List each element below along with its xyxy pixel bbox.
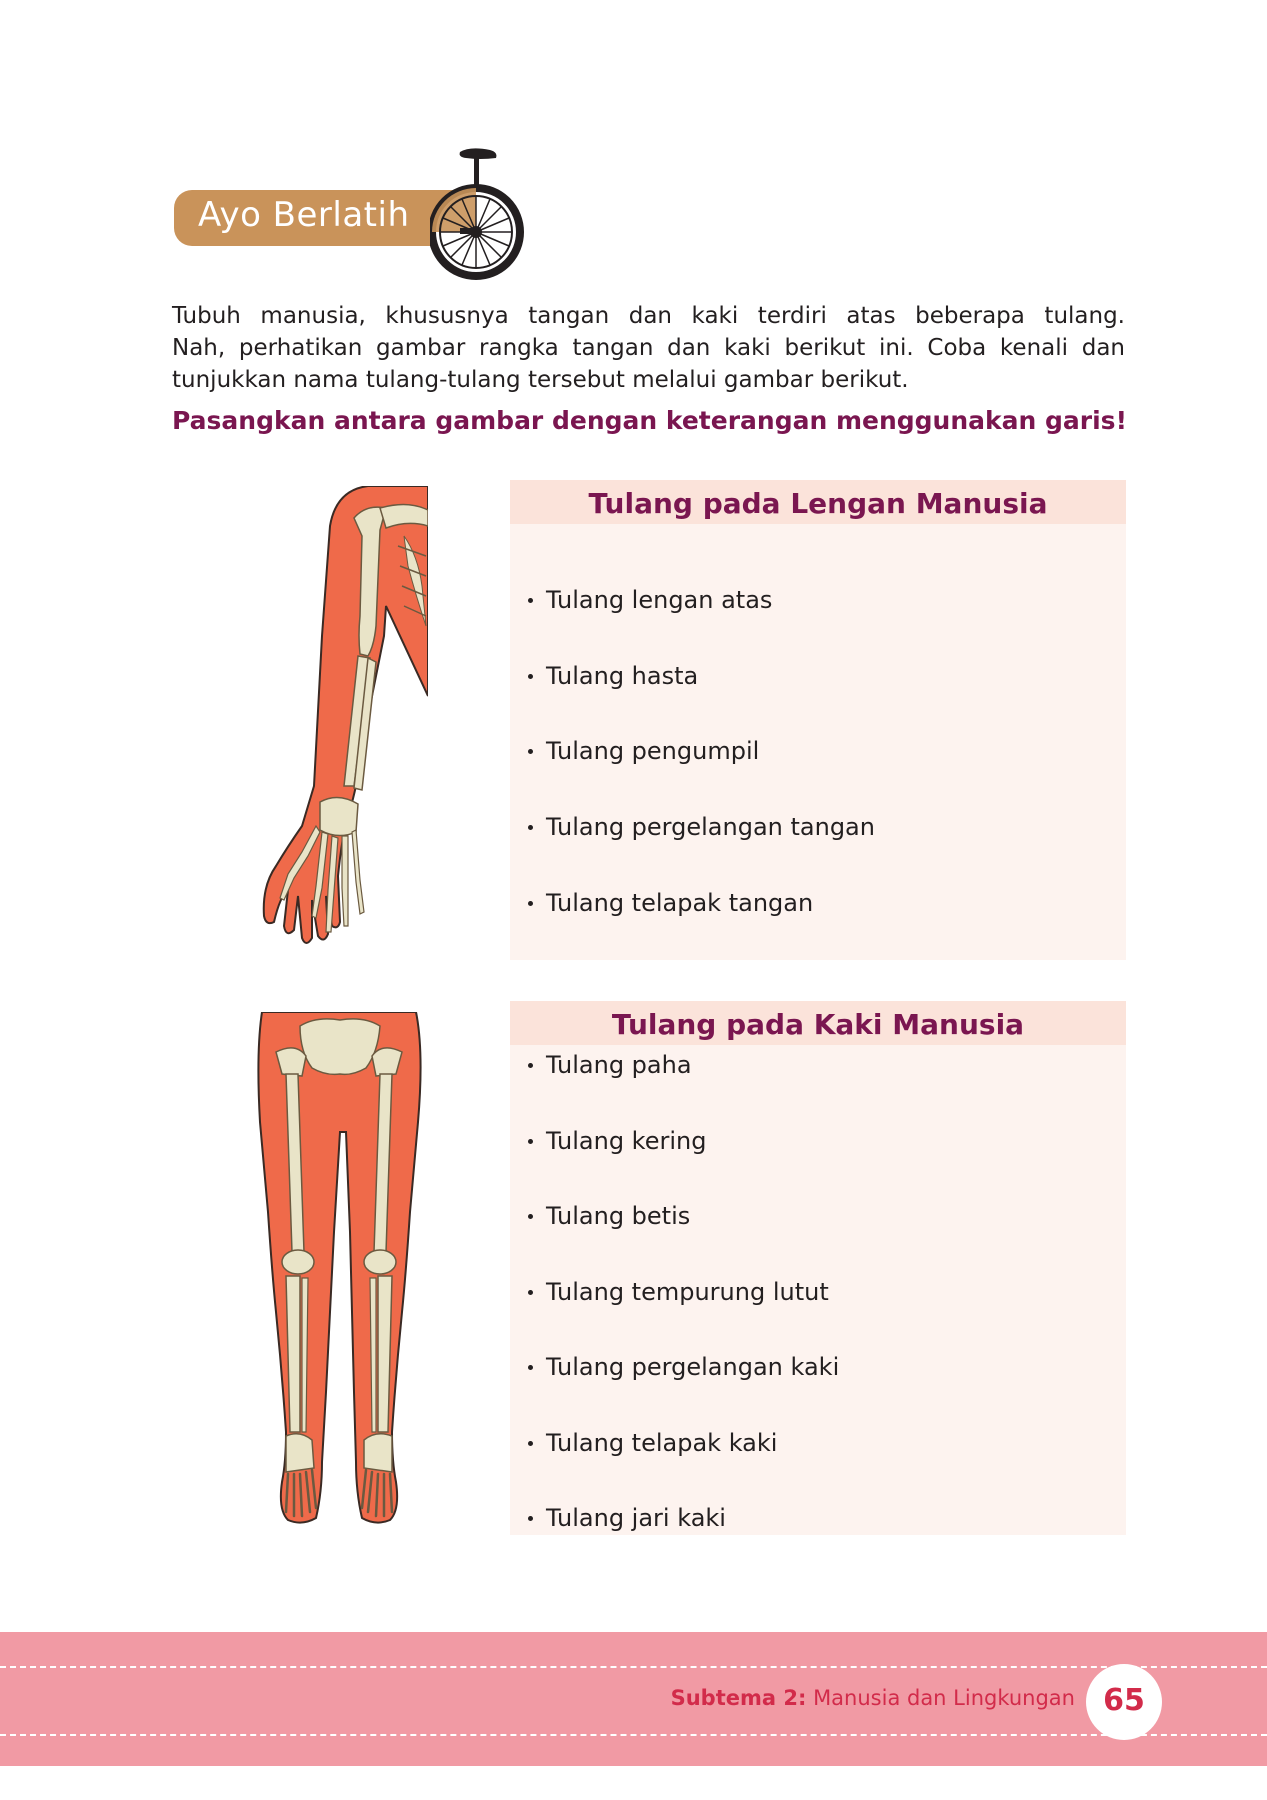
subtema-title: Manusia dan Lingkungan bbox=[813, 1686, 1075, 1710]
bullet-icon bbox=[528, 825, 533, 830]
list-item[interactable]: Tulang hasta bbox=[546, 662, 698, 690]
bullet-icon bbox=[528, 1365, 533, 1370]
footer-subtema bbox=[671, 1686, 1075, 1710]
bullet-icon bbox=[528, 1516, 533, 1521]
bullet-icon bbox=[528, 1139, 533, 1144]
list-item[interactable]: Tulang lengan atas bbox=[546, 586, 772, 614]
list-item[interactable]: Tulang pergelangan kaki bbox=[546, 1353, 839, 1381]
instruction-text: Pasangkan antara gambar dengan keterangan menggunakan garis! bbox=[172, 406, 1127, 435]
arm-skeleton-image bbox=[258, 486, 428, 972]
list-item[interactable]: Tulang jari kaki bbox=[546, 1504, 726, 1532]
bullet-icon bbox=[528, 1290, 533, 1295]
bullet-icon bbox=[528, 1063, 533, 1068]
bullet-icon bbox=[528, 901, 533, 906]
intro-line-3: tunjukkan nama tulang-tulang tersebut melalui gambar berikut. bbox=[172, 367, 909, 393]
list-item[interactable]: Tulang betis bbox=[546, 1202, 690, 1230]
list-item[interactable]: Tulang kering bbox=[546, 1127, 706, 1155]
intro-line-2: Nah, perhatikan gambar rangka tangan dan kaki berikut ini. Coba kenali dan bbox=[172, 335, 1125, 361]
section-title: Ayo Berlatih bbox=[198, 195, 410, 235]
page-footer bbox=[0, 1632, 1267, 1766]
list-item[interactable]: Tulang paha bbox=[546, 1051, 692, 1079]
legs-skeleton-image bbox=[256, 1012, 422, 1527]
arm-bones-panel bbox=[510, 480, 1126, 960]
list-item[interactable]: Tulang telapak tangan bbox=[546, 889, 813, 917]
bullet-icon bbox=[528, 1214, 533, 1219]
footer-divider bbox=[0, 1734, 1267, 1736]
unicycle-icon bbox=[430, 146, 540, 280]
bullet-icon bbox=[528, 1441, 533, 1446]
arm-panel-title: Tulang pada Lengan Manusia bbox=[510, 480, 1126, 524]
list-item[interactable]: Tulang tempurung lutut bbox=[546, 1278, 829, 1306]
leg-panel-title: Tulang pada Kaki Manusia bbox=[510, 1001, 1126, 1045]
list-item[interactable]: Tulang pengumpil bbox=[546, 737, 759, 765]
leg-bones-panel bbox=[510, 1001, 1126, 1535]
list-item[interactable]: Tulang pergelangan tangan bbox=[546, 813, 875, 841]
list-item[interactable]: Tulang telapak kaki bbox=[546, 1429, 777, 1457]
subtema-label: Subtema 2: bbox=[670, 1686, 807, 1710]
intro-line-1: Tubuh manusia, khususnya tangan dan kaki terdiri atas beberapa tulang. bbox=[172, 303, 1125, 329]
footer-divider bbox=[0, 1666, 1267, 1668]
page-number: 65 bbox=[1103, 1683, 1145, 1718]
bullet-icon bbox=[528, 749, 533, 754]
bullet-icon bbox=[528, 598, 533, 603]
intro-paragraph bbox=[172, 300, 1125, 396]
bullet-icon bbox=[528, 674, 533, 679]
